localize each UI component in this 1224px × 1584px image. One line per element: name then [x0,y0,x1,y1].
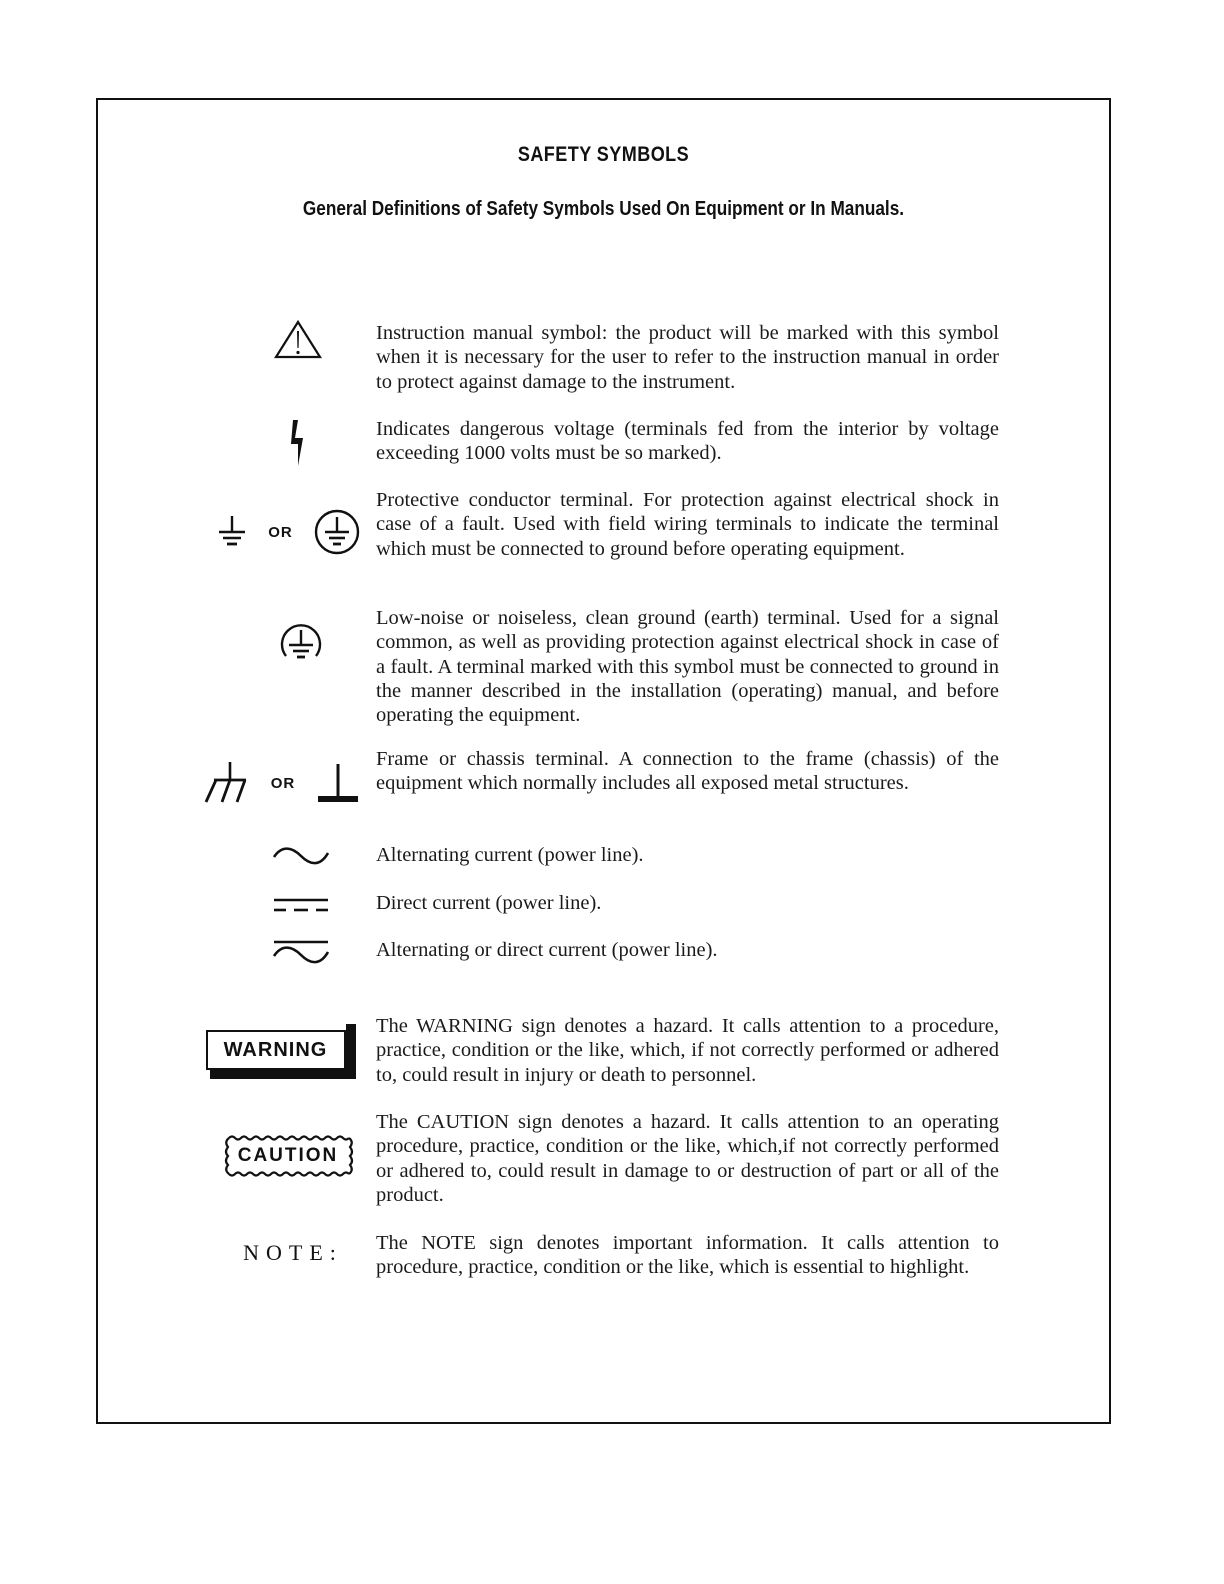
ac-or-dc-description: Alternating or direct current (power line). [376,939,718,961]
or-label: OR [268,523,293,541]
page-title: SAFETY SYMBOLS [517,143,690,166]
protective-conductor-description: Protective conductor terminal. For protection against electrical shock in case of a fault. Used with field wiring terminals to indicate the terminal which must be connected to ground before operating equipment. [376,489,999,560]
warning-description: The WARNING sign denotes a hazard. It calls attention to a procedure, practice, condition or the like, which, if not correctly performed or adhered to, could result in injury or death to personnel. [376,1015,999,1086]
clean-ground-icon [273,616,329,672]
or-label: OR [270,774,296,792]
chassis-terminal-description: Frame or chassis terminal. A connection to the frame (chassis) of the equipment which normally includes all exposed metal structures. [376,748,999,795]
safety-symbols-frame [96,98,1111,1424]
clean-ground-description: Low-noise or noiseless, clean ground (earth) terminal. Used for a signal common, as well as providing protection against electrical shock in case of a fault. A terminal marked with this symbol must be connected to ground in the manner described in the installation (operating) manual, and before operating the equipment. [376,607,999,727]
caution-sign-icon [218,1130,358,1182]
dangerous-voltage-lightning-icon [278,415,318,471]
direct-current-description: Direct current (power line). [376,892,602,914]
instruction-manual-description: Instruction manual symbol: the product will be marked with this symbol when it is necessary for the user to refer to the instruction manual in order to protect against damage to the instrument. [376,322,999,393]
alternating-current-description: Alternating current (power line). [376,844,644,866]
page-subtitle: General Definitions of Safety Symbols Used On Equipment or In Manuals. [302,198,905,220]
warning-label: WARNING [206,1030,346,1070]
instruction-manual-triangle-icon [268,314,328,364]
note-label: NOTE: [243,1240,343,1265]
chassis-terminal-icon [316,760,360,806]
dangerous-voltage-description: Indicates dangerous voltage (terminals fed from the interior by voltage exceeding 1000 volts must be so marked). [376,418,999,465]
warning-sign-icon [198,1018,363,1080]
ground-icon [216,512,248,552]
note-description: The NOTE sign denotes important information. It calls attention to procedure, practice, condition or the like, which is essential to highlight. [376,1232,999,1279]
note-label-icon [233,1236,353,1270]
ac-or-dc-icon [268,934,334,970]
circled-ground-icon [313,508,361,556]
alternating-current-icon [268,840,334,872]
caution-description: The CAUTION sign denotes a hazard. It calls attention to an operating procedure, practice, condition or the like, which,if not correctly performed or adhered to, could result in damage to or destruction of part or all of the product. [376,1111,999,1206]
caution-label: CAUTION [237,1145,339,1166]
direct-current-icon [268,890,334,920]
protective-ground-icon [216,504,361,560]
chassis-ground-icon [202,758,360,808]
frame-terminal-icon [202,760,250,806]
